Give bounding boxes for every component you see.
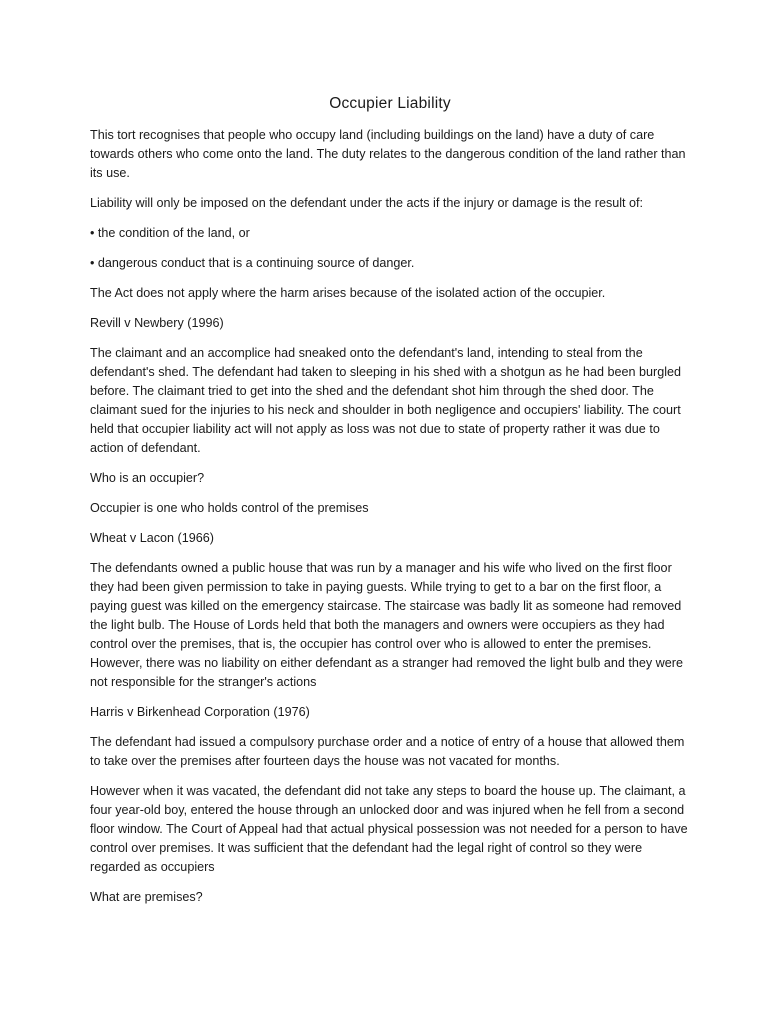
document-title: Occupier Liability	[329, 95, 451, 112]
bullet-item: • the condition of the land, or	[90, 224, 690, 243]
intro-paragraph: This tort recognises that people who occupy land (including buildings on the land) have a duty of care towards others who come onto the land. The duty relates to the dangerous condition of the land rather than its use.	[90, 128, 686, 180]
case-paragraph: The defendant had issued a compulsory purchase order and a notice of entry of a house that allowed them to take over the premises after fourteen days the house was not vacated for months.	[90, 735, 685, 768]
case-heading: Wheat v Lacon (1966)	[90, 531, 214, 545]
case-paragraph: The defendants owned a public house that was run by a manager and his wife who lived on the first floor they had been given permission to take in paying guests. While trying to get to a bar on the first floor, a paying guest was killed on the emergency staircase. The staircase was badly lit as someone had removed the light bulb. The House of Lords held that both the managers and owners were occupiers as they had control over the premises, that is, the occupier has control over who is allowed to enter the premises. However, there was no liability on either defendant as a stranger had removed the light bulb and they were not responsible for the stranger's actions	[90, 561, 683, 689]
section-question: Who is an occupier?	[90, 471, 205, 485]
definition-paragraph: Occupier is one who holds control of the premises	[90, 501, 369, 515]
case-heading: Harris v Birkenhead Corporation (1976)	[90, 705, 310, 719]
liability-paragraph: Liability will only be imposed on the defendant under the acts if the injury or damage is the result of:	[90, 196, 644, 210]
case-paragraph: However when it was vacated, the defendant did not take any steps to board the house up. The claimant, a four year-old boy, entered the house through an unlocked door and was injured when he fell from a second floor window. The Court of Appeal had that actual physical possession was not needed for a person to have control over premises. It was sufficient that the defendant had the legal right of control so they were regarded as occupiers	[90, 784, 688, 874]
case-heading: Revill v Newbery (1996)	[90, 316, 224, 330]
section-question: What are premises?	[90, 890, 203, 904]
document-body	[90, 94, 690, 918]
act-paragraph: The Act does not apply where the harm arises because of the isolated action of the occupier.	[90, 286, 606, 300]
bullet-item: • dangerous conduct that is a continuing source of danger.	[90, 254, 690, 273]
case-paragraph: The claimant and an accomplice had sneaked onto the defendant's land, intending to steal from the defendant's shed. The defendant had taken to sleeping in his shed with a shotgun as he had been burgled before. The claimant tried to get into the shed and the defendant shot him through the shed door. The claimant sued for the injuries to his neck and shoulder in both negligence and occupiers' liability. The court held that occupier liability act will not apply as loss was not due to state of property rather it was due to action of defendant.	[90, 346, 682, 455]
